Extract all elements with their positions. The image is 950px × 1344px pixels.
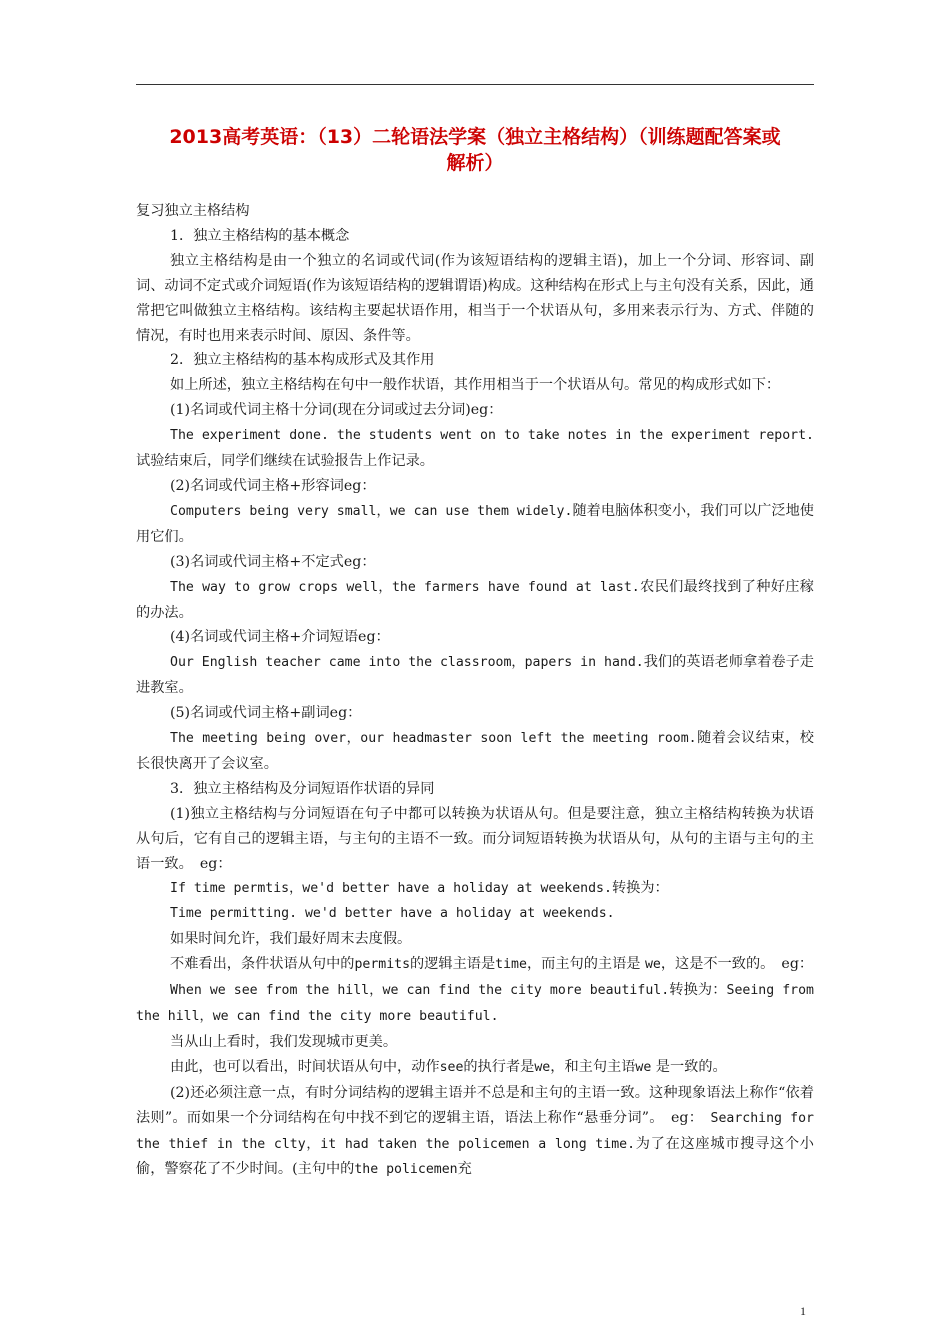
section-3-title: 3．独立主格结构及分词短语作状语的异同 [170, 780, 435, 797]
form-2-example [136, 499, 814, 550]
form-1-chinese: 试验结束后，同学们继续在试验报告上作记录。 [136, 453, 434, 470]
example-2-translation: 当从山上看时，我们发现城市更美。 [170, 1033, 398, 1050]
form-1-example [136, 423, 814, 474]
example-1-convert-label: 转换为： [611, 880, 669, 897]
note-text: 是一致的。 [651, 1058, 727, 1075]
form-3-example [136, 575, 814, 626]
section-1-title: 1．独立主格结构的基本概念 [170, 227, 350, 244]
section-2-title: 2．独立主格结构的基本构成形式及其作用 [170, 352, 435, 369]
section-1-paragraph: 独立主格结构是由一个独立的名词或代词(作为该短语结构的逻辑主语)，加上一个分词、形容词、副词、动词不定式或介词短语(作为该短语结构的逻辑谓语)构成。这种结构在形式上与主句没有关系，因此，通常把它叫做独立主格结构。该结构主要起状语作用，相当于一个状语从句，多用来表示行为、方式、伴随的情况，有时也用来表示时间、原因、条件等。 [136, 252, 814, 344]
example-1-original-english: If time permtis，we'd better have a holiday at weekends. [170, 881, 612, 897]
note-text: 由此，也可以看出，时间状语从句中，动作 [170, 1058, 440, 1075]
example-2-original-english: When we see from the hill，we can find the city more beautiful. [170, 983, 670, 999]
note-text: 不难看出，条件状语从句中的 [170, 956, 355, 973]
document-title [136, 124, 814, 176]
example-chinese: 为了在这座城市搜寻这个小偷，警察花了不少时间。(主句中的 [136, 1135, 814, 1178]
form-2-title: (2)名词或代词主格+形容词eg： [170, 477, 376, 494]
example-1-original [136, 876, 814, 902]
form-5-example [136, 726, 814, 777]
note-text: 的逻辑主语是 [410, 956, 496, 973]
form-4-example [136, 650, 814, 701]
note-text: 的执行者是 [463, 1058, 535, 1075]
note-text: ，而主句的主语是 [526, 956, 645, 973]
section-3-paragraph-1: (1)独立主格结构与分词短语在句子中都可以转换为状语从句。但是要注意，独立主格结构转换为状语从句后，它有自己的逻辑主语，与主句的主语不一致。而分词短语转换为状语从句，从句的主语与主句的主语一致。 eg： [136, 805, 814, 872]
example-1-translation: 如果时间允许，我们最好周末去度假。 [170, 931, 412, 948]
form-3-title: (3)名词或代词主格+不定式eg： [170, 553, 376, 570]
form-4-chinese: 我们的英语老师拿着卷子走进教室。 [136, 654, 814, 697]
note-term: we [534, 1059, 551, 1075]
title-line-1: 2013高考英语：（13）二轮语法学案（独立主格结构）（训练题配答案或 [169, 126, 781, 148]
form-5-english: The meeting being over，our headmaster soon left the meeting room. [170, 731, 697, 747]
form-1-title: (1)名词或代词主格十分词(现在分词或过去分词)eg： [170, 402, 503, 419]
form-2-english: Computers being very small，we can use them widely. [170, 503, 573, 519]
form-2-chinese: 随着电脑体积变小，我们可以广泛地使用它们。 [136, 502, 814, 545]
note-text: ，这是不一致的。 eg： [660, 956, 814, 973]
form-3-chinese: 农民们最终找到了种好庄稼的办法。 [136, 578, 814, 621]
note-term: we [635, 1059, 652, 1075]
example-2-convert-label: 转换为： [669, 982, 727, 999]
example-1-converted: Time permitting. we'd better have a holiday at weekends. [170, 906, 615, 922]
example-2-original [136, 978, 814, 1030]
form-3-english: The way to grow crops well，the farmers have found at last. [170, 579, 640, 595]
section-2-paragraph: 如上所述，独立主格结构在句中一般作状语，其作用相当于一个状语从句。常见的构成形式如下： [170, 377, 781, 394]
form-4-title: (4)名词或代词主格+介词短语eg： [170, 629, 390, 646]
header-rule [136, 84, 814, 85]
form-4-english: Our English teacher came into the classroom，papers in hand. [170, 655, 644, 671]
form-5-title: (5)名词或代词主格+副词eg： [170, 705, 362, 722]
page-number: 1 [800, 1304, 806, 1318]
paragraph-text: 充 [457, 1161, 472, 1178]
note-term: we [644, 957, 661, 973]
note-term: see [439, 1059, 464, 1075]
note-term: time [495, 957, 527, 973]
example-2-converted-english: Seeing from the hill，we can find the city more beautiful. [136, 983, 814, 1024]
document-body [136, 199, 814, 1183]
form-1-english: The experiment done. the students went on to take notes in the experiment report. [170, 428, 814, 444]
section-heading: 复习独立主格结构 [136, 203, 250, 219]
example-1-note [136, 952, 814, 978]
note-term: permits [354, 957, 411, 973]
title-line-2: 解析） [446, 152, 504, 174]
section-3-paragraph-2 [136, 1081, 814, 1184]
example-2-note [136, 1055, 814, 1081]
example-english: Searching for the thief in the clty，it had taken the policemen a long time. [136, 1110, 814, 1152]
note-text: ，和主句主语 [550, 1058, 636, 1075]
form-5-chinese: 随着会议结束，校长很快离开了会议室。 [136, 730, 814, 772]
paragraph-text: (2)还必须注意一点，有时分词结构的逻辑主语并不总是和主句的主语一致。这种现象语法上称作“依着法则”。而如果一个分词结构在句中找不到它的逻辑主语，语法上称作“悬垂分词”。 eg： [136, 1084, 814, 1126]
note-term: the policemen [354, 1162, 458, 1178]
